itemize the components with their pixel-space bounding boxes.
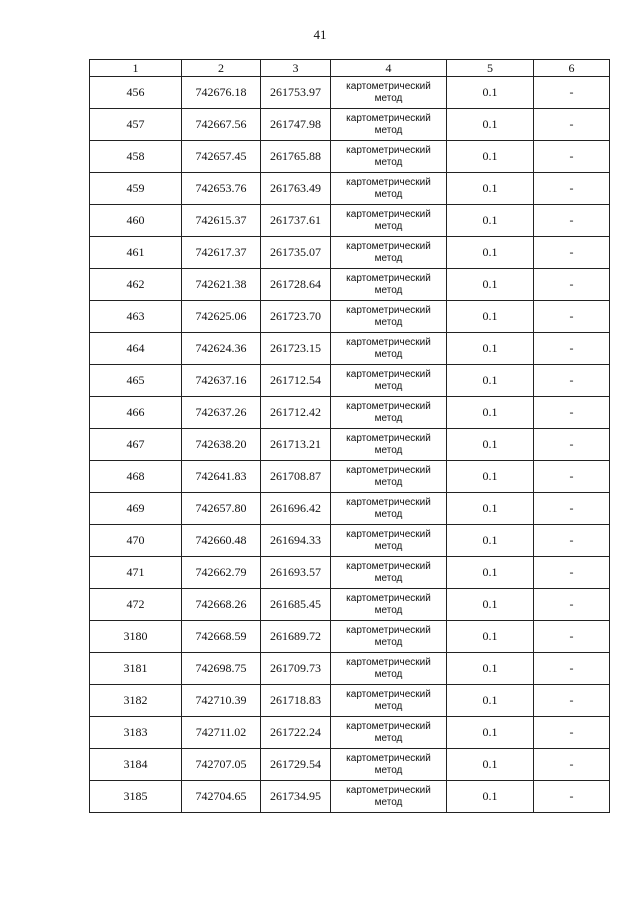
table-row	[90, 109, 610, 141]
accuracy-cell: 0.1	[447, 589, 534, 621]
method-line-1: картометрический	[346, 464, 431, 476]
note-cell: -	[534, 109, 610, 141]
method-line-2: метод	[374, 284, 403, 296]
x-coordinate-cell: 742617.37	[182, 237, 261, 269]
accuracy-cell: 0.1	[447, 717, 534, 749]
method-line-2: метод	[374, 636, 403, 648]
x-coordinate-cell: 742660.48	[182, 525, 261, 557]
method-line-2: метод	[374, 380, 403, 392]
method-cell	[331, 525, 447, 557]
table-row	[90, 685, 610, 717]
method-line-2: метод	[374, 412, 403, 424]
method-cell	[331, 781, 447, 813]
y-coordinate-cell: 261765.88	[261, 141, 331, 173]
point-number-cell: 3180	[90, 621, 182, 653]
table-row	[90, 557, 610, 589]
method-line-1: картометрический	[346, 112, 431, 124]
note-cell: -	[534, 493, 610, 525]
accuracy-cell: 0.1	[447, 301, 534, 333]
note-cell: -	[534, 685, 610, 717]
method-cell	[331, 205, 447, 237]
x-coordinate-cell: 742667.56	[182, 109, 261, 141]
accuracy-cell: 0.1	[447, 429, 534, 461]
method-line-2: метод	[374, 476, 403, 488]
accuracy-cell: 0.1	[447, 781, 534, 813]
point-number-cell: 461	[90, 237, 182, 269]
x-coordinate-cell: 742698.75	[182, 653, 261, 685]
note-cell: -	[534, 301, 610, 333]
method-cell	[331, 77, 447, 109]
accuracy-cell: 0.1	[447, 77, 534, 109]
method-line-2: метод	[374, 348, 403, 360]
x-coordinate-cell: 742637.16	[182, 365, 261, 397]
x-coordinate-cell: 742625.06	[182, 301, 261, 333]
accuracy-cell: 0.1	[447, 365, 534, 397]
x-coordinate-cell: 742615.37	[182, 205, 261, 237]
note-cell: -	[534, 77, 610, 109]
method-cell	[331, 717, 447, 749]
note-cell: -	[534, 365, 610, 397]
method-cell	[331, 589, 447, 621]
x-coordinate-cell: 742711.02	[182, 717, 261, 749]
y-coordinate-cell: 261712.54	[261, 365, 331, 397]
method-line-1: картометрический	[346, 400, 431, 412]
method-line-2: метод	[374, 252, 403, 264]
method-line-1: картометрический	[346, 336, 431, 348]
accuracy-cell: 0.1	[447, 397, 534, 429]
accuracy-cell: 0.1	[447, 173, 534, 205]
note-cell: -	[534, 717, 610, 749]
note-cell: -	[534, 397, 610, 429]
y-coordinate-cell: 261729.54	[261, 749, 331, 781]
point-number-cell: 469	[90, 493, 182, 525]
method-line-2: метод	[374, 124, 403, 136]
point-number-cell: 472	[90, 589, 182, 621]
x-coordinate-cell: 742676.18	[182, 77, 261, 109]
y-coordinate-cell: 261735.07	[261, 237, 331, 269]
y-coordinate-cell: 261747.98	[261, 109, 331, 141]
y-coordinate-cell: 261709.73	[261, 653, 331, 685]
y-coordinate-cell: 261693.57	[261, 557, 331, 589]
note-cell: -	[534, 557, 610, 589]
accuracy-cell: 0.1	[447, 109, 534, 141]
method-line-2: метод	[374, 764, 403, 776]
point-number-cell: 462	[90, 269, 182, 301]
method-line-2: метод	[374, 220, 403, 232]
method-cell	[331, 685, 447, 717]
method-line-1: картометрический	[346, 688, 431, 700]
table-row	[90, 365, 610, 397]
point-number-cell: 3182	[90, 685, 182, 717]
method-cell	[331, 109, 447, 141]
table-row	[90, 653, 610, 685]
method-cell	[331, 493, 447, 525]
method-line-1: картометрический	[346, 656, 431, 668]
coordinates-table	[89, 59, 610, 813]
table-row	[90, 749, 610, 781]
note-cell: -	[534, 525, 610, 557]
x-coordinate-cell: 742668.26	[182, 589, 261, 621]
method-cell	[331, 301, 447, 333]
table-row	[90, 621, 610, 653]
table-row	[90, 77, 610, 109]
point-number-cell: 471	[90, 557, 182, 589]
point-number-cell: 458	[90, 141, 182, 173]
method-line-1: картометрический	[346, 496, 431, 508]
table-row	[90, 461, 610, 493]
method-line-1: картометрический	[346, 528, 431, 540]
note-cell: -	[534, 589, 610, 621]
accuracy-cell: 0.1	[447, 205, 534, 237]
x-coordinate-cell: 742662.79	[182, 557, 261, 589]
method-line-1: картометрический	[346, 560, 431, 572]
method-line-1: картометрический	[346, 176, 431, 188]
method-cell	[331, 237, 447, 269]
x-coordinate-cell: 742668.59	[182, 621, 261, 653]
method-line-2: метод	[374, 92, 403, 104]
table-row	[90, 269, 610, 301]
point-number-cell: 468	[90, 461, 182, 493]
method-cell	[331, 429, 447, 461]
method-line-1: картометрический	[346, 144, 431, 156]
accuracy-cell: 0.1	[447, 653, 534, 685]
note-cell: -	[534, 141, 610, 173]
point-number-cell: 3181	[90, 653, 182, 685]
column-header-1: 1	[90, 60, 182, 77]
accuracy-cell: 0.1	[447, 557, 534, 589]
method-line-1: картометрический	[346, 272, 431, 284]
method-line-2: метод	[374, 732, 403, 744]
table-row	[90, 589, 610, 621]
point-number-cell: 3183	[90, 717, 182, 749]
point-number-cell: 466	[90, 397, 182, 429]
method-line-2: метод	[374, 156, 403, 168]
y-coordinate-cell: 261723.70	[261, 301, 331, 333]
method-line-2: метод	[374, 188, 403, 200]
method-cell	[331, 269, 447, 301]
method-line-1: картометрический	[346, 752, 431, 764]
accuracy-cell: 0.1	[447, 269, 534, 301]
point-number-cell: 460	[90, 205, 182, 237]
method-line-2: метод	[374, 316, 403, 328]
point-number-cell: 464	[90, 333, 182, 365]
x-coordinate-cell: 742710.39	[182, 685, 261, 717]
accuracy-cell: 0.1	[447, 685, 534, 717]
table-row	[90, 429, 610, 461]
note-cell: -	[534, 749, 610, 781]
y-coordinate-cell: 261753.97	[261, 77, 331, 109]
y-coordinate-cell: 261734.95	[261, 781, 331, 813]
x-coordinate-cell: 742657.45	[182, 141, 261, 173]
accuracy-cell: 0.1	[447, 749, 534, 781]
method-cell	[331, 749, 447, 781]
method-line-2: метод	[374, 668, 403, 680]
note-cell: -	[534, 653, 610, 685]
point-number-cell: 3185	[90, 781, 182, 813]
column-header-4: 4	[331, 60, 447, 77]
table-row	[90, 301, 610, 333]
point-number-cell: 457	[90, 109, 182, 141]
y-coordinate-cell: 261689.72	[261, 621, 331, 653]
x-coordinate-cell: 742637.26	[182, 397, 261, 429]
method-cell	[331, 461, 447, 493]
table-row	[90, 237, 610, 269]
method-line-2: метод	[374, 700, 403, 712]
table-row	[90, 141, 610, 173]
y-coordinate-cell: 261718.83	[261, 685, 331, 717]
x-coordinate-cell: 742653.76	[182, 173, 261, 205]
method-line-2: метод	[374, 444, 403, 456]
method-line-1: картометрический	[346, 208, 431, 220]
x-coordinate-cell: 742624.36	[182, 333, 261, 365]
point-number-cell: 467	[90, 429, 182, 461]
x-coordinate-cell: 742707.05	[182, 749, 261, 781]
y-coordinate-cell: 261728.64	[261, 269, 331, 301]
point-number-cell: 465	[90, 365, 182, 397]
note-cell: -	[534, 461, 610, 493]
y-coordinate-cell: 261696.42	[261, 493, 331, 525]
x-coordinate-cell: 742621.38	[182, 269, 261, 301]
y-coordinate-cell: 261708.87	[261, 461, 331, 493]
note-cell: -	[534, 333, 610, 365]
accuracy-cell: 0.1	[447, 237, 534, 269]
method-cell	[331, 141, 447, 173]
table-header-row	[90, 60, 610, 77]
method-cell	[331, 397, 447, 429]
x-coordinate-cell: 742704.65	[182, 781, 261, 813]
point-number-cell: 459	[90, 173, 182, 205]
x-coordinate-cell: 742657.80	[182, 493, 261, 525]
note-cell: -	[534, 269, 610, 301]
method-line-1: картометрический	[346, 592, 431, 604]
note-cell: -	[534, 429, 610, 461]
method-line-1: картометрический	[346, 720, 431, 732]
column-header-6: 6	[534, 60, 610, 77]
method-cell	[331, 653, 447, 685]
y-coordinate-cell: 261712.42	[261, 397, 331, 429]
method-cell	[331, 621, 447, 653]
point-number-cell: 456	[90, 77, 182, 109]
method-line-2: метод	[374, 572, 403, 584]
column-header-2: 2	[182, 60, 261, 77]
x-coordinate-cell: 742641.83	[182, 461, 261, 493]
table-row	[90, 173, 610, 205]
table-row	[90, 717, 610, 749]
method-line-1: картометрический	[346, 80, 431, 92]
column-header-3: 3	[261, 60, 331, 77]
method-line-1: картометрический	[346, 784, 431, 796]
method-line-2: метод	[374, 796, 403, 808]
note-cell: -	[534, 205, 610, 237]
note-cell: -	[534, 621, 610, 653]
table-row	[90, 205, 610, 237]
method-cell	[331, 173, 447, 205]
method-line-2: метод	[374, 604, 403, 616]
y-coordinate-cell: 261723.15	[261, 333, 331, 365]
table-row	[90, 781, 610, 813]
table-row	[90, 525, 610, 557]
note-cell: -	[534, 781, 610, 813]
accuracy-cell: 0.1	[447, 461, 534, 493]
column-header-5: 5	[447, 60, 534, 77]
accuracy-cell: 0.1	[447, 493, 534, 525]
accuracy-cell: 0.1	[447, 525, 534, 557]
y-coordinate-cell: 261737.61	[261, 205, 331, 237]
point-number-cell: 463	[90, 301, 182, 333]
note-cell: -	[534, 173, 610, 205]
table-row	[90, 493, 610, 525]
y-coordinate-cell: 261713.21	[261, 429, 331, 461]
x-coordinate-cell: 742638.20	[182, 429, 261, 461]
method-cell	[331, 365, 447, 397]
accuracy-cell: 0.1	[447, 333, 534, 365]
note-cell: -	[534, 237, 610, 269]
method-line-1: картометрический	[346, 432, 431, 444]
table-row	[90, 397, 610, 429]
y-coordinate-cell: 261722.24	[261, 717, 331, 749]
method-cell	[331, 557, 447, 589]
method-line-2: метод	[374, 508, 403, 520]
y-coordinate-cell: 261763.49	[261, 173, 331, 205]
method-line-1: картометрический	[346, 304, 431, 316]
point-number-cell: 470	[90, 525, 182, 557]
table-row	[90, 333, 610, 365]
method-line-1: картометрический	[346, 368, 431, 380]
accuracy-cell: 0.1	[447, 621, 534, 653]
method-cell	[331, 333, 447, 365]
method-line-2: метод	[374, 540, 403, 552]
page-number: 41	[313, 27, 327, 42]
method-line-1: картометрический	[346, 624, 431, 636]
point-number-cell: 3184	[90, 749, 182, 781]
method-line-1: картометрический	[346, 240, 431, 252]
accuracy-cell: 0.1	[447, 141, 534, 173]
y-coordinate-cell: 261685.45	[261, 589, 331, 621]
y-coordinate-cell: 261694.33	[261, 525, 331, 557]
